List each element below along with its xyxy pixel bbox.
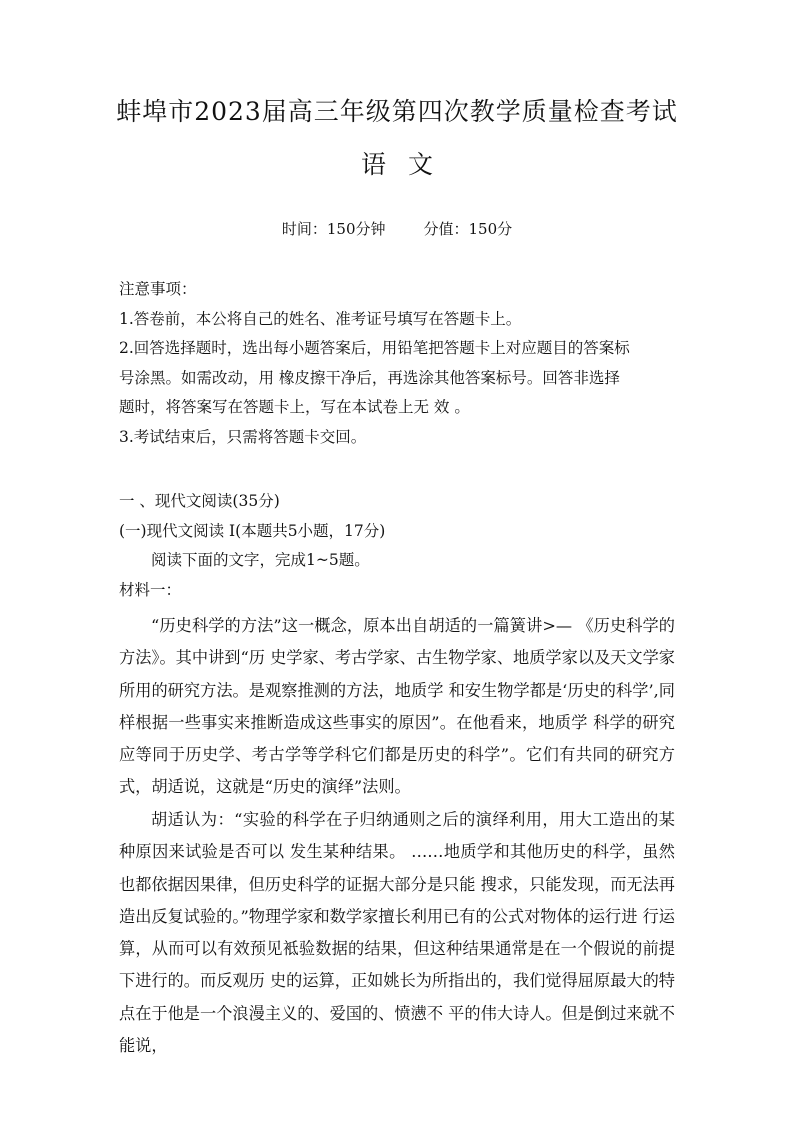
passage-paragraph-2: 胡适认为：“实验的科学在子归纳通则之后的演绎利用，用大工造出的某种原因来试验是否可以 发生某种结果。 ……地质学和其他历史的科学，虽然也都依据因果律，但历史科学的证据大部分是只能 搜求，只能发现，而无法再造出反复试验的。”物理学家和数学家擅长利用已有的公式对物体的运行进 行运算，从而可以有效预见袛验数据的结果，但这种结果通常是在一个假说的前提下进行的。而反观历 史的运算，正如姚长为所指出的，我们觉得屈原最大的特点在于他是一个浪漫主义的、爱国的、愤懑不 平的伟大诗人。但是倒过来就不能说，: [119, 810, 675, 1056]
notice-item: 1.答卷前，本公将自己的姓名、准考证号填写在答题卡上。: [119, 309, 522, 328]
material-label: 材料一：: [119, 580, 182, 599]
subject-title: 语文: [360, 150, 455, 179]
sub-section-heading: (一)现代文阅读 Ⅰ(本题共5小题，17分): [119, 521, 386, 540]
section-heading: 一 、现代文阅读(35分): [119, 492, 280, 510]
reading-instruction: 阅读下面的文字，完成1~5题。: [151, 551, 370, 569]
notice-heading: 注意事项：: [119, 280, 197, 298]
notice-block: [119, 275, 675, 452]
notice-item: 3.考试结束后，只需将答题卡交回。: [119, 427, 367, 446]
section-block: [119, 487, 675, 605]
time-label: 时间：150分钟: [281, 220, 386, 238]
notice-item: 2.回答选择题时，选出每小题答案后，用铅笔把答题卡上对应题目的答案标: [119, 339, 630, 357]
notice-item: 号涂黑。如需改动，用 橡皮擦干净后，再选涂其他答案标号。回答非选择: [119, 368, 620, 387]
score-label: 分值：150分: [423, 220, 513, 238]
notice-item: 题时，将答案写在答题卡上，写在本试卷上无 效 。: [119, 398, 470, 416]
exam-title: 蚌埠市2023届高三年级第四次教学质量检查考试: [116, 97, 678, 126]
passage-paragraph-1: “历史科学的方法”这一概念，原本出自胡适的一篇簧讲>— 《历史科学的方法》。其中讲到“历 史学家、考古学家、古生物学家、地质学家以及天文学家所用的研究方法。是观察推测的方法，地质学 和安生物学都是‘历史的科学’,同样根据一些事实来推断造成这些事实的原因”。在他看来，地质学 科学的研究应等同于历史学、考古学等学科它们都是历史的科学”。它们有共同的研究方式，胡适说，这就是“历史的演绎”法则。: [119, 616, 675, 797]
exam-meta: [0, 218, 794, 239]
